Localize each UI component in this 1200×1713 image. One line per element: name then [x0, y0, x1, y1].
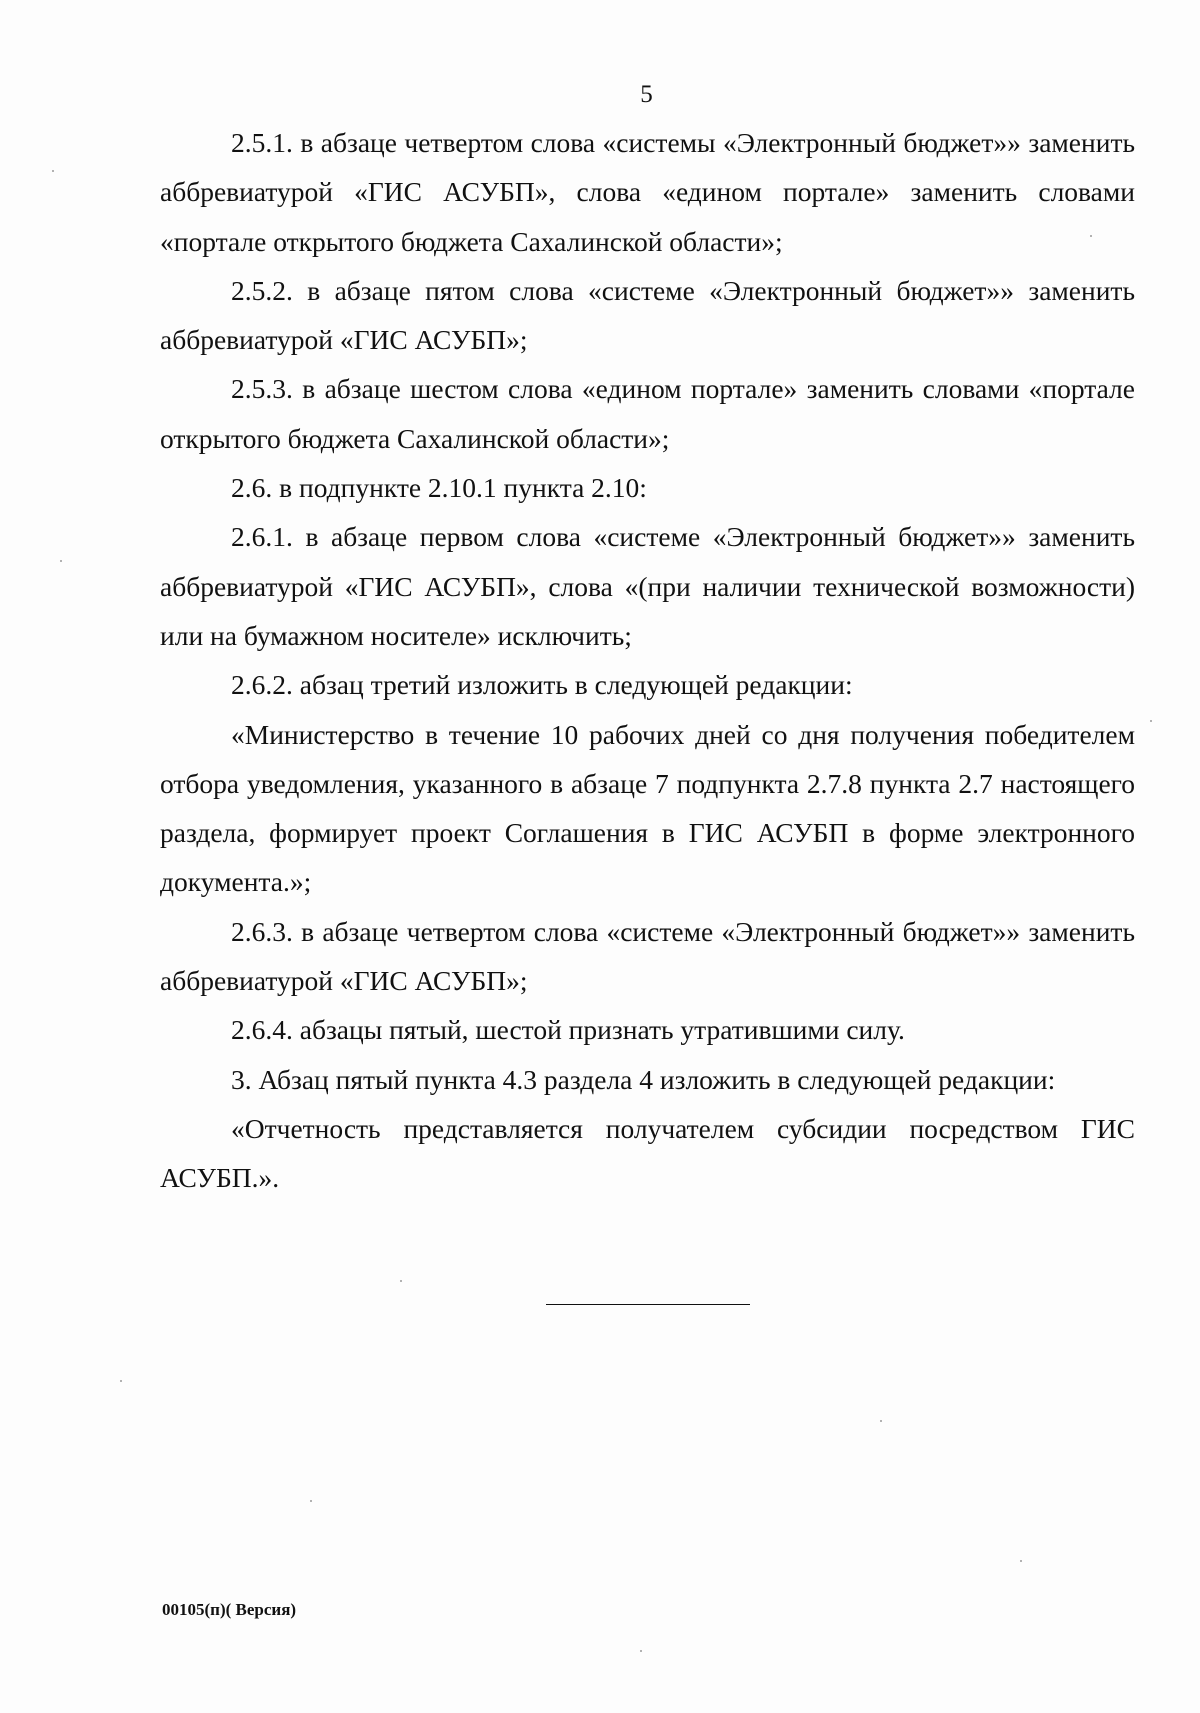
paragraph-2-6-1: 2.6.1. в абзаце первом слова «системе «Электронный бюджет»» заменить аббревиатурой «ГИС АСУБП», слова «(при наличии технической возможности) или на бумажном носителе» исключить;	[160, 521, 1135, 651]
scan-speck	[1150, 720, 1152, 722]
paragraph-2-6-4: 2.6.4. абзацы пятый, шестой признать утратившими силу.	[231, 1014, 905, 1046]
scan-speck	[120, 1380, 122, 1382]
scan-speck	[1020, 1560, 1022, 1562]
paragraph-2-5-2: 2.5.2. в абзаце пятом слова «системе «Электронный бюджет»» заменить аббревиатурой «ГИС АСУБП»;	[160, 274, 1135, 356]
page-number: 5	[640, 81, 653, 108]
scan-speck	[1090, 235, 1092, 237]
scan-speck	[310, 1500, 312, 1502]
scan-speck	[640, 1650, 642, 1652]
scan-speck	[400, 1280, 402, 1282]
paragraph-2-5-3: 2.5.3. в абзаце шестом слова «едином портале» заменить словами «портале открытого бюджета Сахалинской области»;	[160, 373, 1135, 454]
scan-speck	[52, 170, 54, 172]
document-body	[160, 118, 1135, 1203]
paragraph-quote-reporting: «Отчетность представляется получателем субсидии посредством ГИС АСУБП.».	[160, 1112, 1135, 1194]
scan-speck	[60, 560, 62, 562]
end-separator-line	[546, 1304, 750, 1305]
scan-speck	[880, 1420, 882, 1422]
paragraph-2-5-1: 2.5.1. в абзаце четвертом слова «системы «Электронный бюджет»» заменить аббревиатурой «ГИС АСУБП», слова «едином портале» заменить словами «портале открытого бюджета Сахалинской области»;	[160, 127, 1135, 257]
footer-document-code: 00105(п)( Версия)	[162, 1600, 297, 1619]
paragraph-quote-ministry: «Министерство в течение 10 рабочих дней со дня получения победителем отбора уведомления, указанного в абзаце 7 подпункта 2.7.8 пункта 2.7 настоящего раздела, формирует проект Соглашения в ГИС АСУБП в форме электронного документа.»;	[160, 718, 1135, 898]
paragraph-2-6-2: 2.6.2. абзац третий изложить в следующей редакции:	[231, 669, 853, 701]
paragraph-2-6-3: 2.6.3. в абзаце четвертом слова «системе «Электронный бюджет»» заменить аббревиатурой «ГИС АСУБП»;	[160, 915, 1135, 997]
paragraph-3: 3. Абзац пятый пункта 4.3 раздела 4 изложить в следующей редакции:	[231, 1063, 1056, 1095]
paragraph-2-6: 2.6. в подпункте 2.10.1 пункта 2.10:	[231, 472, 647, 504]
